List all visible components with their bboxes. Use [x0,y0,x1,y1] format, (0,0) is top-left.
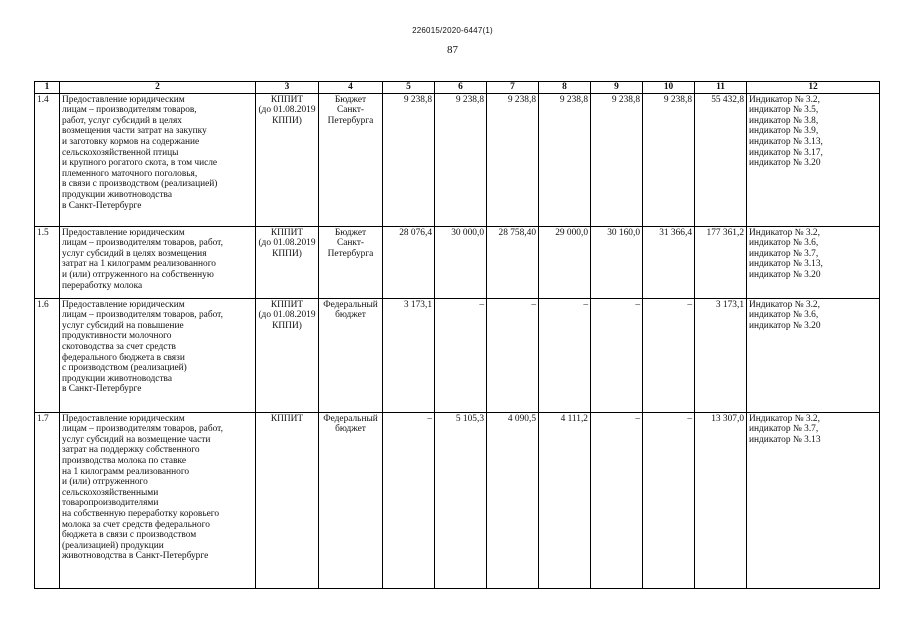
value-cell: – [643,412,695,588]
funding-source: Бюджет Санкт- Петербурга [319,226,383,298]
column-header: 3 [256,82,319,94]
column-header: 2 [60,82,256,94]
value-cell: 31 366,4 [643,226,695,298]
table-row [35,226,880,298]
value-cell: 3 173,1 [383,298,435,412]
executor: КППИТ (до 01.08.2019 КППИ) [256,226,319,298]
funding-source: Федеральный бюджет [319,412,383,588]
column-header: 6 [435,82,487,94]
value-cell: – [383,412,435,588]
measure-description: Предоставление юридическим лицам – производителям товаров, работ, услуг субсидий на повышение продуктивности молочного скотоводства за счет средств федерального бюджета в связи с производством (реализацией) продукции животноводства в Санкт-Петербурге [60,298,256,412]
value-cell: 177 361,2 [695,226,747,298]
value-cell: – [435,298,487,412]
value-cell: 9 238,8 [435,93,487,226]
measure-description: Предоставление юридическим лицам – производителям товаров, работ, услуг субсидий в целях возмещения части затрат на закупку и заготовку кормов на содержание сельскохозяйственной птицы и крупного рогатого скота, в том числе племенного маточного поголовья, в связи с производством (реализацией) продукции животноводства в Санкт-Петербурге [60,93,256,226]
column-header: 10 [643,82,695,94]
table-row [35,298,880,412]
value-cell: – [591,298,643,412]
value-cell: 9 238,8 [487,93,539,226]
value-cell: 30 160,0 [591,226,643,298]
value-cell: 29 000,0 [539,226,591,298]
column-header: 9 [591,82,643,94]
column-header: 11 [695,82,747,94]
indicators: Индикатор № 3.2, индикатор № 3.6, индикатор № 3.7, индикатор № 3.13, индикатор № 3.20 [747,226,880,298]
funding-source: Бюджет Санкт- Петербурга [319,93,383,226]
value-cell: – [539,298,591,412]
column-header: 12 [747,82,880,94]
executor: КППИТ (до 01.08.2019 КППИ) [256,93,319,226]
value-cell: – [487,298,539,412]
page-number: 87 [447,44,458,56]
column-header: 4 [319,82,383,94]
table-row [35,93,880,226]
column-header: 7 [487,82,539,94]
row-index: 1.6 [35,298,60,412]
program-table [34,81,880,589]
value-cell: 9 238,8 [539,93,591,226]
executor: КППИТ [256,412,319,588]
row-index: 1.5 [35,226,60,298]
value-cell: 28 076,4 [383,226,435,298]
row-index: 1.4 [35,93,60,226]
value-cell: 5 105,3 [435,412,487,588]
document-code: 226015/2020-6447(1) [412,26,493,35]
column-header: 8 [539,82,591,94]
column-header: 1 [35,82,60,94]
table-row [35,412,880,588]
value-cell: 4 111,2 [539,412,591,588]
value-cell: 4 090,5 [487,412,539,588]
value-cell: 9 238,8 [383,93,435,226]
value-cell: 28 758,40 [487,226,539,298]
value-cell: 30 000,0 [435,226,487,298]
executor: КППИТ (до 01.08.2019 КППИ) [256,298,319,412]
column-header: 5 [383,82,435,94]
value-cell: 55 432,8 [695,93,747,226]
indicators: Индикатор № 3.2, индикатор № 3.7, индикатор № 3.13 [747,412,880,588]
value-cell: 9 238,8 [591,93,643,226]
value-cell: – [591,412,643,588]
value-cell: 13 307,0 [695,412,747,588]
indicators: Индикатор № 3.2, индикатор № 3.5, индикатор № 3.8, индикатор № 3.9, индикатор № 3.13, индикатор № 3.17, индикатор № 3.20 [747,93,880,226]
value-cell: – [643,298,695,412]
value-cell: 3 173,1 [695,298,747,412]
indicators: Индикатор № 3.2, индикатор № 3.6, индикатор № 3.20 [747,298,880,412]
measure-description: Предоставление юридическим лицам – производителям товаров, работ, услуг субсидий на возмещение части затрат на поддержку собственного производства молока по ставке на 1 килограмм реализованного и (или) отгруженного сельскохозяйственными товаропроизводителями на собственную переработку коровьего молока за счет средств федерального бюджета в связи с производством (реализацией) продукции животноводства в Санкт-Петербурге [60,412,256,588]
funding-source: Федеральный бюджет [319,298,383,412]
measure-description: Предоставление юридическим лицам – производителям товаров, работ, услуг субсидий в целях возмещения затрат на 1 килограмм реализованного и (или) отгруженного на собственную переработку молока [60,226,256,298]
value-cell: 9 238,8 [643,93,695,226]
row-index: 1.7 [35,412,60,588]
header-row [35,82,880,94]
